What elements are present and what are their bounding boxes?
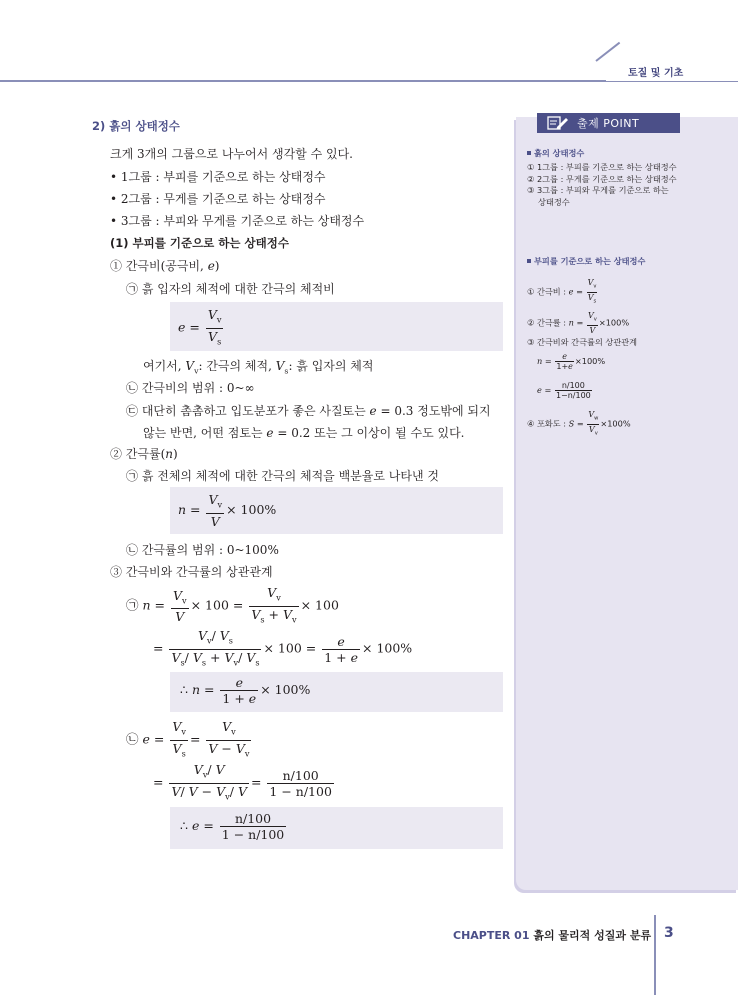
where-vv: : 간극의 체적, (198, 359, 276, 373)
sidebar-formula-porosity: ② 간극률 : n = $\frac{V_v}{V}$ ×100% (527, 311, 630, 335)
sidebar-formula-relation-n: n = $\frac{e}{1+e}$ ×100% (537, 352, 606, 371)
sidebar-formula-label: ② 간극률 : (527, 317, 569, 328)
item3-text-c: = 0.3 정도밖에 되지 (376, 404, 491, 418)
sidebar-list-item: 상태정수 (538, 196, 570, 207)
heading-end: ) (214, 259, 220, 273)
times-100: × 100 (300, 597, 339, 613)
relation-formula-1: ㉠ n = $\frac{V_v}{V}$ × 100 = $\frac{V_v}{V_s + V_v}$ × 100 (126, 585, 339, 625)
void-ratio-item-3 (126, 402, 491, 419)
porosity-item-1: ㉠ 흙 전체의 체적에 대한 간극의 체적을 백분율로 나타낸 것 (126, 469, 439, 483)
times-100: × 100 (190, 597, 229, 613)
where-prefix: 여기서, (143, 359, 186, 373)
relation-result-e: ∴ e = $\frac{n/100}{1 - n/100}$ (180, 811, 285, 842)
void-ratio-heading (110, 257, 219, 274)
header-title: 토질 및 기초 (628, 68, 684, 79)
sidebar-heading-2: 부피를 기준으로 하는 상태정수 (527, 256, 645, 267)
heading-text: ① 간극비(공극비, (110, 259, 208, 273)
relation-heading: ③ 간극비와 간극률의 상관관계 (110, 565, 273, 579)
group-item-1: • 1그룹 : 부피를 기준으로 하는 상태정수 (110, 170, 326, 184)
frac-num: n/100 (220, 811, 287, 827)
therefore-symbol: ∴ (180, 818, 188, 833)
note-pencil-icon (547, 115, 569, 131)
sidebar-formula-void-ratio: ① 간극비 : e = $\frac{V_v}{V_s}$ (527, 278, 597, 305)
formula-porosity: n = $\frac{V_v}{V}$ × 100% (178, 492, 277, 529)
sidebar-frac-num: n/100 (555, 381, 592, 391)
sidebar-heading-1: 흙의 상태정수 (527, 148, 584, 159)
footer-chapter-title: 흙의 물리적 성질과 분류 (533, 929, 652, 942)
point-tab-label: 출제 POINT (577, 117, 640, 130)
heading-var: e (207, 259, 215, 273)
sidebar-formula-relation-label: ③ 간극비와 간극률의 상관관계 (527, 337, 638, 347)
porosity-heading (110, 445, 178, 462)
sidebar-list-item: ③ 3그룹 : 부피와 무게를 기준으로 하는 (527, 185, 669, 195)
formula-void-ratio: e = $\frac{V_v}{V_s}$ (178, 307, 222, 346)
group-item-3: • 3그룹 : 부피와 무게를 기준으로 하는 상태정수 (110, 214, 365, 228)
page-number: 3 (664, 925, 674, 941)
group-item-2: • 2그룹 : 무게를 기준으로 하는 상태정수 (110, 192, 326, 206)
header-slash (595, 42, 620, 62)
sidebar-frac-den: 1−n/100 (555, 391, 591, 400)
item3-text-f: = 0.2 또는 그 이상이 될 수도 있다. (273, 426, 465, 440)
where-vs: : 흙 입자의 체적 (288, 359, 374, 373)
relation-formula-2: = $\frac{V_v/ V_s}{V_s/ V_s + V_v/ V_s}$ × 100 = $\frac{e}{1 + e}$ × 100% (153, 628, 413, 667)
subsection-title: (1) 부피를 기준으로 하는 상태정수 (110, 236, 289, 250)
sidebar-formula-suffix: ×100% (598, 317, 630, 328)
item3-var: e (266, 426, 274, 440)
footer-divider (654, 915, 656, 995)
point-sidebar (516, 117, 738, 890)
sidebar-formula-label: ① 간극비 : (527, 286, 569, 297)
footer-chapter-label: CHAPTER 01 (453, 929, 530, 942)
sidebar-formula-saturation: ④ 포화도 : S = $\frac{V_w}{V_v}$ ×100% (527, 410, 631, 437)
relation-formula-4: = $\frac{V_v/ V}{V/ V - V_v/ V}$ = $\frac{n/100}{1 - n/100}$ (153, 762, 332, 801)
footer-chapter (453, 927, 651, 943)
sidebar-formula-label: ④ 포화도 : (527, 418, 569, 429)
intro-text: 크게 3개의 그룹으로 나누어서 생각할 수 있다. (110, 147, 353, 161)
relation-label: ㉠ (126, 597, 139, 613)
frac-num: n/100 (267, 768, 334, 784)
therefore-symbol: ∴ (180, 682, 188, 697)
void-ratio-item-1: ㉠ 흙 입자의 체적에 대한 간극의 체적비 (126, 282, 335, 296)
sidebar-formula-suffix: ×100% (574, 356, 606, 366)
void-ratio-item-2: ㉡ 간극비의 범위 : 0~∞ (126, 381, 255, 395)
void-ratio-item-3-cont (143, 424, 465, 441)
section-title: 2) 흙의 상태정수 (92, 119, 180, 133)
heading-var: n (165, 447, 174, 461)
relation-label: ㉡ (126, 731, 139, 747)
sidebar-formula-suffix: ×100% (600, 418, 631, 429)
sidebar-list-1 (527, 162, 677, 208)
frac-den: 1 − n/100 (221, 827, 285, 842)
relation-result-n: ∴ n = $\frac{e}{1 + e}$ × 100% (180, 675, 311, 706)
void-ratio-where: 여기서, $V_v$: 간극의 체적, $V_s$: 흙 입자의 체적 (143, 359, 374, 376)
sidebar-list-item: ① 1그룹 : 부피를 기준으로 하는 상태정수 (527, 162, 677, 172)
times-100-pct: × 100% (226, 501, 277, 517)
item3-text-d: 않는 반면, 어떤 점토는 (143, 426, 267, 440)
times-100-pct: × 100% (260, 682, 311, 697)
point-tab (537, 113, 680, 133)
heading-text: ② 간극률( (110, 447, 166, 461)
times-100: × 100 (263, 640, 302, 656)
relation-formula-3: ㉡ e = $\frac{V_v}{V_s}$ = $\frac{V_v}{V - V_v}$ (126, 719, 250, 758)
sidebar-list-item: ② 2그룹 : 무게를 기준으로 하는 상태정수 (527, 173, 677, 184)
item3-var: e (369, 404, 377, 418)
porosity-item-2: ㉡ 간극률의 범위 : 0~100% (126, 543, 279, 557)
item3-text-a: ㉢ 대단히 촘촘하고 입도분포가 좋은 사질토는 (126, 404, 370, 418)
times-100-pct: × 100% (362, 640, 413, 656)
sidebar-formula-relation-e: e = $\frac{n/100}{1-n/100}$ (537, 381, 591, 400)
frac-den: 1 − n/100 (269, 783, 332, 799)
heading-end: ) (173, 447, 178, 461)
